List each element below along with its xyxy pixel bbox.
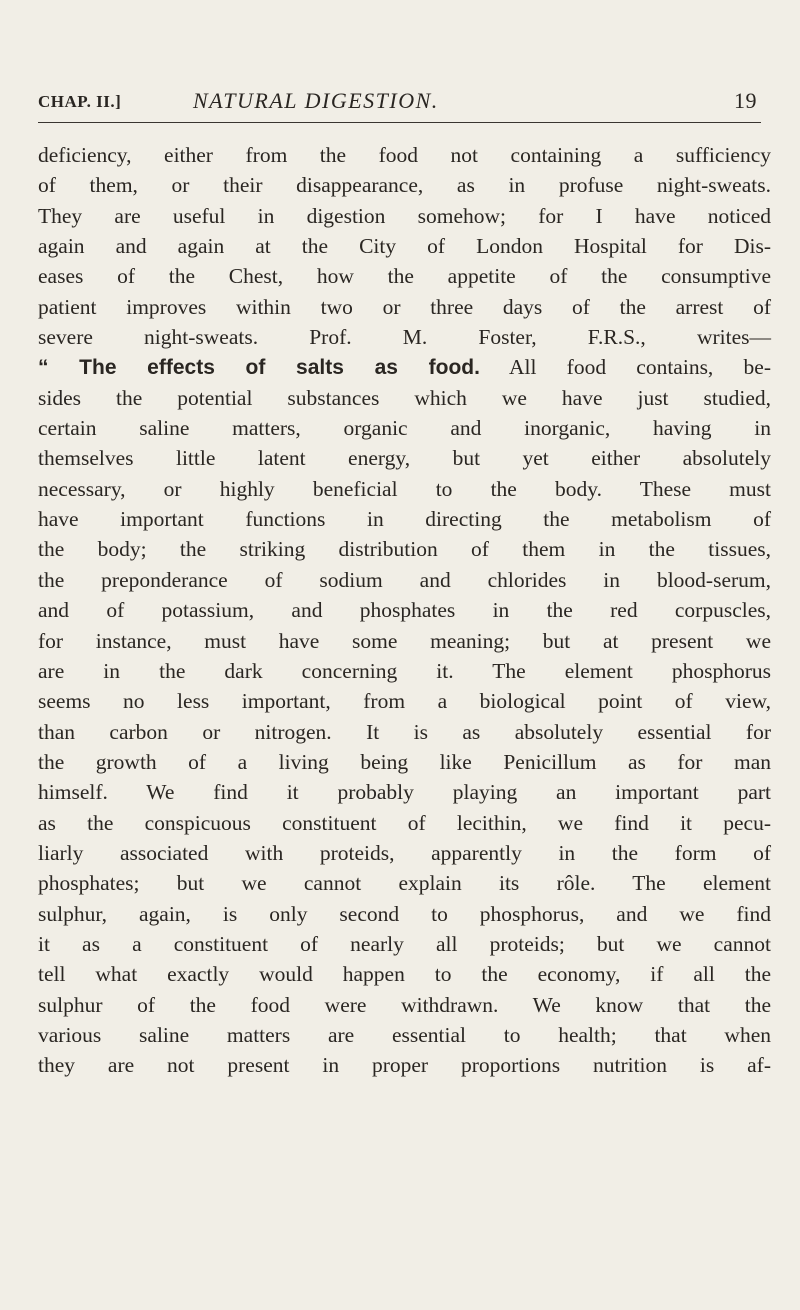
- text-line: phosphates; but we cannot explain its rôle. The element: [38, 871, 771, 896]
- text-line: necessary, or highly beneficial to the body. These must: [38, 476, 771, 501]
- text-line: himself. We find it probably playing an important part: [38, 780, 771, 805]
- text-line: various saline matters are essential to health; that when: [38, 1022, 771, 1047]
- text-line: certain saline matters, organic and inorganic, having in: [38, 416, 771, 441]
- text-line: have important functions in directing the metabolism of: [38, 507, 771, 532]
- text-line: They are useful in digestion somehow; for I have noticed: [38, 203, 771, 228]
- section-heading: “ The effects of salts as food.: [38, 356, 480, 380]
- text-line: again and again at the City of London Hospital for Dis-: [38, 234, 771, 259]
- text-line: as the conspicuous constituent of lecithin, we find it pecu-: [38, 810, 771, 835]
- text-line: and of potassium, and phosphates in the red corpuscles,: [38, 598, 771, 623]
- text-line: than carbon or nitrogen. It is as absolutely essential for: [38, 719, 771, 744]
- running-title: NATURAL DIGESTION.: [193, 88, 439, 113]
- text-line: patient improves within two or three days of the arrest of: [38, 294, 771, 319]
- text-line: severe night-sweats. Prof. M. Foster, F.R.S., writes—: [38, 325, 771, 350]
- text-line: they are not present in proper proportions nutrition is af-: [38, 1053, 771, 1078]
- text-line: it as a constituent of nearly all proteids; but we cannot: [38, 931, 771, 956]
- text-line: themselves little latent energy, but yet either absolutely: [38, 446, 771, 471]
- text-line: seems no less important, from a biological point of view,: [38, 689, 771, 714]
- text-line: the preponderance of sodium and chlorides in blood-serum,: [38, 567, 771, 592]
- header-rule: [38, 122, 761, 123]
- text-line: for instance, must have some meaning; but at present we: [38, 628, 771, 653]
- text-line: eases of the Chest, how the appetite of the consumptive: [38, 264, 771, 289]
- text-line: the body; the striking distribution of them in the tissues,: [38, 537, 771, 562]
- text-line: deficiency, either from the food not containing a sufficiency: [38, 143, 771, 167]
- text-line: liarly associated with proteids, apparently in the form of: [38, 840, 771, 865]
- running-head: [38, 88, 771, 118]
- text-line: [38, 352, 771, 382]
- body-text: [38, 140, 771, 1081]
- text-run: All food contains, be-: [479, 355, 771, 380]
- page-number: 19: [734, 88, 757, 113]
- book-page: [38, 88, 771, 1078]
- text-line: the growth of a living being like Penicillum as for man: [38, 749, 771, 774]
- text-line: sulphur of the food were withdrawn. We know that the: [38, 992, 771, 1017]
- text-line: are in the dark concerning it. The element phosphorus: [38, 658, 771, 683]
- text-line: tell what exactly would happen to the economy, if all the: [38, 962, 771, 987]
- chapter-label: CHAP. II.]: [38, 92, 122, 111]
- text-line: sides the potential substances which we have just studied,: [38, 385, 771, 410]
- text-line: of them, or their disappearance, as in profuse night-sweats.: [38, 173, 771, 198]
- text-line: sulphur, again, is only second to phosphorus, and we find: [38, 901, 771, 926]
